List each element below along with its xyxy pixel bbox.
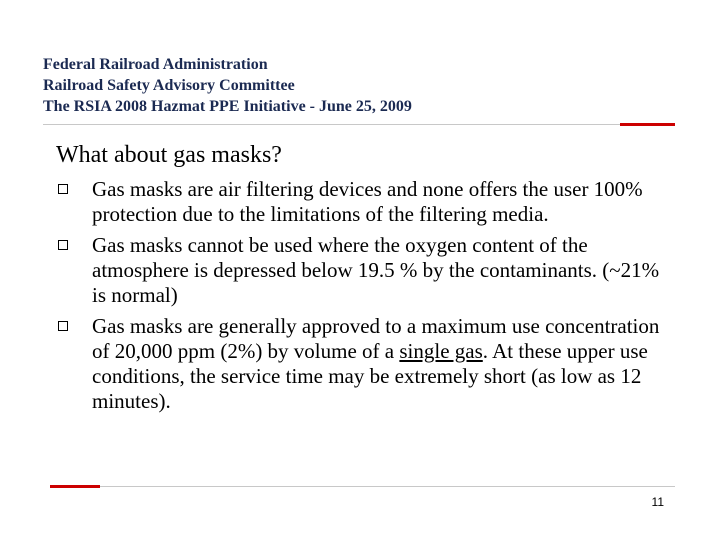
bullet-item	[55, 233, 675, 308]
footer-divider	[50, 486, 675, 487]
underlined-term: single gas	[399, 339, 483, 363]
header-committee: Railroad Safety Advisory Committee	[43, 77, 295, 94]
page-number: 11	[651, 495, 664, 509]
header-initiative: The RSIA 2008 Hazmat PPE Initiative - June 25, 2009	[43, 98, 412, 115]
hollow-square-bullet-icon	[58, 240, 68, 250]
bullet-text: Gas masks are air filtering devices and none offers the user 100% protection due to the limitations of the filtering media.	[92, 177, 643, 226]
bullet-item	[55, 177, 675, 227]
bullet-list	[55, 177, 675, 420]
bullet-text: Gas masks cannot be used where the oxygen content of the atmosphere is depressed below 19.5 % by the contaminants. (~21% is normal)	[92, 233, 660, 307]
slide-header	[43, 54, 683, 117]
bullet-text-after: . At these upper use conditions, the service time may be extremely short (as low as 12 minutes).	[92, 339, 648, 413]
header-organization: Federal Railroad Administration	[43, 56, 268, 73]
header-divider	[43, 124, 675, 125]
hollow-square-bullet-icon	[58, 184, 68, 194]
bullet-text	[92, 314, 659, 413]
footer-accent-bar	[50, 485, 100, 488]
slide-title: What about gas masks?	[56, 142, 282, 168]
bullet-text-before: Gas masks are generally approved to a maximum use concentration of 20,000 ppm (2%) by volume of a	[92, 314, 660, 363]
bullet-item	[55, 314, 675, 414]
hollow-square-bullet-icon	[58, 321, 68, 331]
header-accent-bar	[620, 123, 675, 126]
